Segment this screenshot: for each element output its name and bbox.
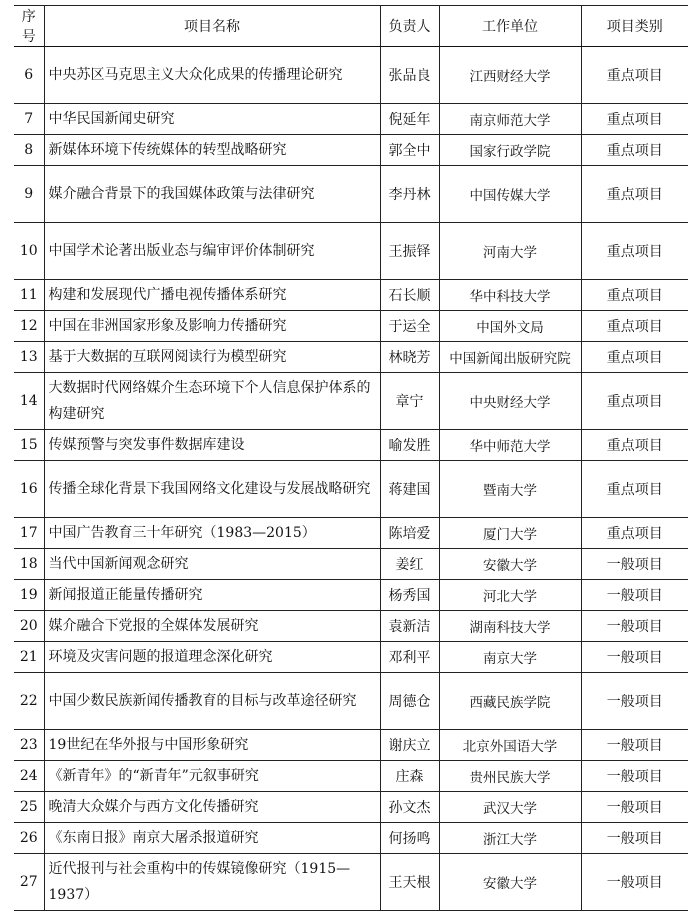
row-index: 13 (14, 342, 44, 373)
table-row (14, 223, 688, 280)
row-index: 17 (14, 518, 44, 549)
table-row (14, 342, 688, 373)
table-row (14, 823, 688, 854)
row-index: 12 (14, 311, 44, 342)
person-in-charge: 王振铎 (380, 223, 439, 280)
table-row (14, 461, 688, 518)
project-name: 环境及灾害问题的报道理念深化研究 (44, 642, 380, 673)
project-category: 一般项目 (581, 823, 688, 854)
table-row (14, 611, 688, 642)
project-name: 新媒体环境下传统媒体的转型战略研究 (44, 135, 380, 166)
row-index: 24 (14, 761, 44, 792)
work-unit: 中央财经大学 (439, 373, 581, 430)
project-category: 重点项目 (581, 166, 688, 223)
table-row (14, 854, 688, 911)
table-row (14, 549, 688, 580)
project-category: 重点项目 (581, 104, 688, 135)
work-unit: 中国外文局 (439, 311, 581, 342)
row-index: 14 (14, 373, 44, 430)
project-category: 重点项目 (581, 461, 688, 518)
table-row (14, 47, 688, 104)
person-in-charge: 谢庆立 (380, 730, 439, 761)
work-unit: 西藏民族学院 (439, 673, 581, 730)
person-in-charge: 章宁 (380, 373, 439, 430)
project-name: 中国在非洲国家形象及影响力传播研究 (44, 311, 380, 342)
table-row (14, 761, 688, 792)
header-project-name: 项目名称 (44, 6, 380, 47)
project-category: 重点项目 (581, 518, 688, 549)
project-category: 重点项目 (581, 223, 688, 280)
project-category: 一般项目 (581, 730, 688, 761)
table-row (14, 311, 688, 342)
work-unit: 国家行政学院 (439, 135, 581, 166)
row-index: 18 (14, 549, 44, 580)
project-category: 一般项目 (581, 549, 688, 580)
work-unit: 中国新闻出版研究院 (439, 342, 581, 373)
table-row (14, 166, 688, 223)
header-category: 项目类别 (581, 6, 688, 47)
table-row (14, 135, 688, 166)
work-unit: 华中科技大学 (439, 280, 581, 311)
person-in-charge: 杨秀国 (380, 580, 439, 611)
project-name: 新闻报道正能量传播研究 (44, 580, 380, 611)
work-unit: 安徽大学 (439, 854, 581, 911)
person-in-charge: 邓利平 (380, 642, 439, 673)
table-header-row (14, 6, 688, 47)
project-name: 中国学术论著出版业态与编审评价体制研究 (44, 223, 380, 280)
project-name: 构建和发展现代广播电视传播体系研究 (44, 280, 380, 311)
table-row (14, 280, 688, 311)
project-category: 重点项目 (581, 280, 688, 311)
person-in-charge: 于运全 (380, 311, 439, 342)
project-name: 19世纪在华外报与中国形象研究 (44, 730, 380, 761)
row-index: 25 (14, 792, 44, 823)
row-index: 6 (14, 47, 44, 104)
row-index: 23 (14, 730, 44, 761)
project-table (14, 5, 688, 911)
work-unit: 江西财经大学 (439, 47, 581, 104)
table-row (14, 430, 688, 461)
person-in-charge: 孙文杰 (380, 792, 439, 823)
work-unit: 南京大学 (439, 642, 581, 673)
project-name: 当代中国新闻观念研究 (44, 549, 380, 580)
project-name: 中国广告教育三十年研究（1983—2015） (44, 518, 380, 549)
project-name: 媒介融合背景下的我国媒体政策与法律研究 (44, 166, 380, 223)
project-name: 媒介融合下党报的全媒体发展研究 (44, 611, 380, 642)
project-name: 传播全球化背景下我国网络文化建设与发展战略研究 (44, 461, 380, 518)
table-row (14, 580, 688, 611)
work-unit: 华中师范大学 (439, 430, 581, 461)
project-category: 一般项目 (581, 611, 688, 642)
work-unit: 中国传媒大学 (439, 166, 581, 223)
person-in-charge: 蒋建国 (380, 461, 439, 518)
person-in-charge: 张品良 (380, 47, 439, 104)
row-index: 22 (14, 673, 44, 730)
table-row (14, 792, 688, 823)
project-category: 一般项目 (581, 792, 688, 823)
project-category: 一般项目 (581, 580, 688, 611)
project-category: 一般项目 (581, 854, 688, 911)
header-person: 负责人 (380, 6, 439, 47)
table-row (14, 518, 688, 549)
row-index: 10 (14, 223, 44, 280)
project-name: 《东南日报》南京大屠杀报道研究 (44, 823, 380, 854)
work-unit: 河北大学 (439, 580, 581, 611)
row-index: 21 (14, 642, 44, 673)
person-in-charge: 何扬鸣 (380, 823, 439, 854)
person-in-charge: 喻发胜 (380, 430, 439, 461)
project-category: 一般项目 (581, 642, 688, 673)
project-category: 重点项目 (581, 373, 688, 430)
header-index: 序号 (14, 6, 44, 47)
work-unit: 北京外国语大学 (439, 730, 581, 761)
table-row (14, 104, 688, 135)
work-unit: 南京师范大学 (439, 104, 581, 135)
project-category: 重点项目 (581, 135, 688, 166)
project-name: 大数据时代网络媒介生态环境下个人信息保护体系的构建研究 (44, 373, 380, 430)
work-unit: 厦门大学 (439, 518, 581, 549)
project-name: 晚清大众媒介与西方文化传播研究 (44, 792, 380, 823)
project-category: 一般项目 (581, 673, 688, 730)
project-name: 中国少数民族新闻传播教育的目标与改革途径研究 (44, 673, 380, 730)
table-row (14, 642, 688, 673)
row-index: 16 (14, 461, 44, 518)
row-index: 20 (14, 611, 44, 642)
person-in-charge: 周德仓 (380, 673, 439, 730)
person-in-charge: 姜红 (380, 549, 439, 580)
person-in-charge: 郭全中 (380, 135, 439, 166)
project-category: 重点项目 (581, 430, 688, 461)
person-in-charge: 林晓芳 (380, 342, 439, 373)
project-name: 近代报刊与社会重构中的传媒镜像研究（1915—1937） (44, 854, 380, 911)
project-name: 中华民国新闻史研究 (44, 104, 380, 135)
row-index: 19 (14, 580, 44, 611)
work-unit: 贵州民族大学 (439, 761, 581, 792)
row-index: 9 (14, 166, 44, 223)
person-in-charge: 李丹林 (380, 166, 439, 223)
person-in-charge: 倪延年 (380, 104, 439, 135)
table-row (14, 673, 688, 730)
project-category: 重点项目 (581, 342, 688, 373)
work-unit: 湖南科技大学 (439, 611, 581, 642)
person-in-charge: 王天根 (380, 854, 439, 911)
project-category: 重点项目 (581, 47, 688, 104)
header-unit: 工作单位 (439, 6, 581, 47)
row-index: 11 (14, 280, 44, 311)
person-in-charge: 庄森 (380, 761, 439, 792)
row-index: 27 (14, 854, 44, 911)
work-unit: 安徽大学 (439, 549, 581, 580)
row-index: 8 (14, 135, 44, 166)
project-category: 一般项目 (581, 761, 688, 792)
person-in-charge: 陈培爱 (380, 518, 439, 549)
person-in-charge: 袁新洁 (380, 611, 439, 642)
table-row (14, 730, 688, 761)
row-index: 15 (14, 430, 44, 461)
project-name: 《新青年》的“新青年”元叙事研究 (44, 761, 380, 792)
project-category: 重点项目 (581, 311, 688, 342)
project-name: 基于大数据的互联网阅读行为模型研究 (44, 342, 380, 373)
project-name: 传媒预警与突发事件数据库建设 (44, 430, 380, 461)
work-unit: 暨南大学 (439, 461, 581, 518)
project-name: 中央苏区马克思主义大众化成果的传播理论研究 (44, 47, 380, 104)
table-row (14, 373, 688, 430)
person-in-charge: 石长顺 (380, 280, 439, 311)
row-index: 7 (14, 104, 44, 135)
work-unit: 浙江大学 (439, 823, 581, 854)
row-index: 26 (14, 823, 44, 854)
work-unit: 河南大学 (439, 223, 581, 280)
work-unit: 武汉大学 (439, 792, 581, 823)
